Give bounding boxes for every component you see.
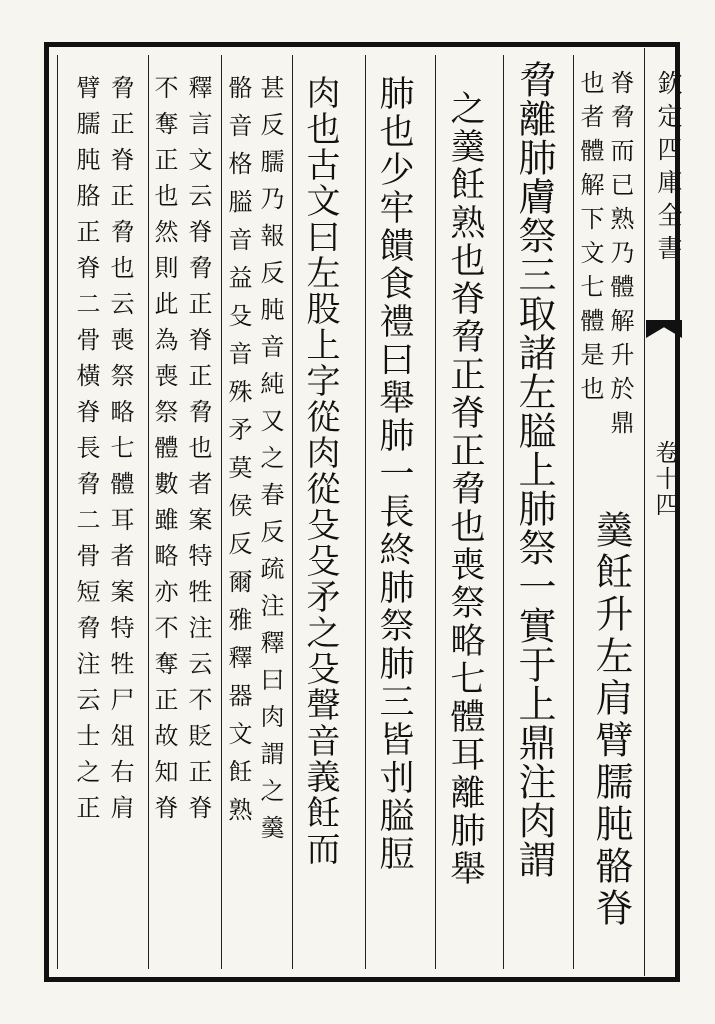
column-rule xyxy=(573,55,574,969)
text-column-10: 釋言文云脊脅正脊正脅也者案特牲注云不貶正脊 xyxy=(184,75,212,831)
volume-label: 卷十四 xyxy=(651,440,679,518)
text-column-9: 骼音格膉音益殳音殊矛莫侯反爾雅釋器文飪熟 xyxy=(224,75,252,835)
text-column-2: 也者體解下文七體是也 xyxy=(576,70,604,410)
text-column-3: 羹飪升左肩臂臑肫骼脊 xyxy=(589,510,633,930)
text-column-11: 不奪正也然則此為喪祭體數雖略亦不奪正故知脊 xyxy=(150,75,178,831)
text-column-13: 臂臑肫胳正脊二骨橫脊長脅二骨短脅注云士之正 xyxy=(72,75,100,831)
column-rule xyxy=(292,55,293,969)
text-column-7: 肉也古文曰左股上字從肉從殳殳矛之殳聲音義飪而 xyxy=(300,75,340,867)
column-rule xyxy=(435,55,436,969)
book-title: 欽定四庫全書 xyxy=(654,70,683,268)
text-column-12: 脅正脊正脅也云喪祭略七體耳者案特牲尸俎右肩 xyxy=(106,75,134,831)
column-rule xyxy=(503,55,504,969)
column-rule xyxy=(365,55,366,969)
text-column-5: 之羹飪熟也脊脅正脊正脅也喪祭略七體耳離肺舉 xyxy=(445,90,485,888)
text-column-8: 甚反臑乃報反肫音純又之春反疏注釋曰肉謂之羹 xyxy=(256,75,284,852)
text-column-1: 脊脅而已熟乃體解升於鼎 xyxy=(606,70,634,444)
column-rule xyxy=(221,55,222,969)
text-column-6: 肺也少牢饋食禮曰舉肺一長終肺祭肺三皆刌膉脰 xyxy=(374,75,414,873)
column-rule xyxy=(644,48,645,976)
column-rule xyxy=(148,55,149,969)
text-column-4: 脅離肺膚祭三取諸左膉上肺祭一實于上鼎注肉謂 xyxy=(512,60,556,879)
